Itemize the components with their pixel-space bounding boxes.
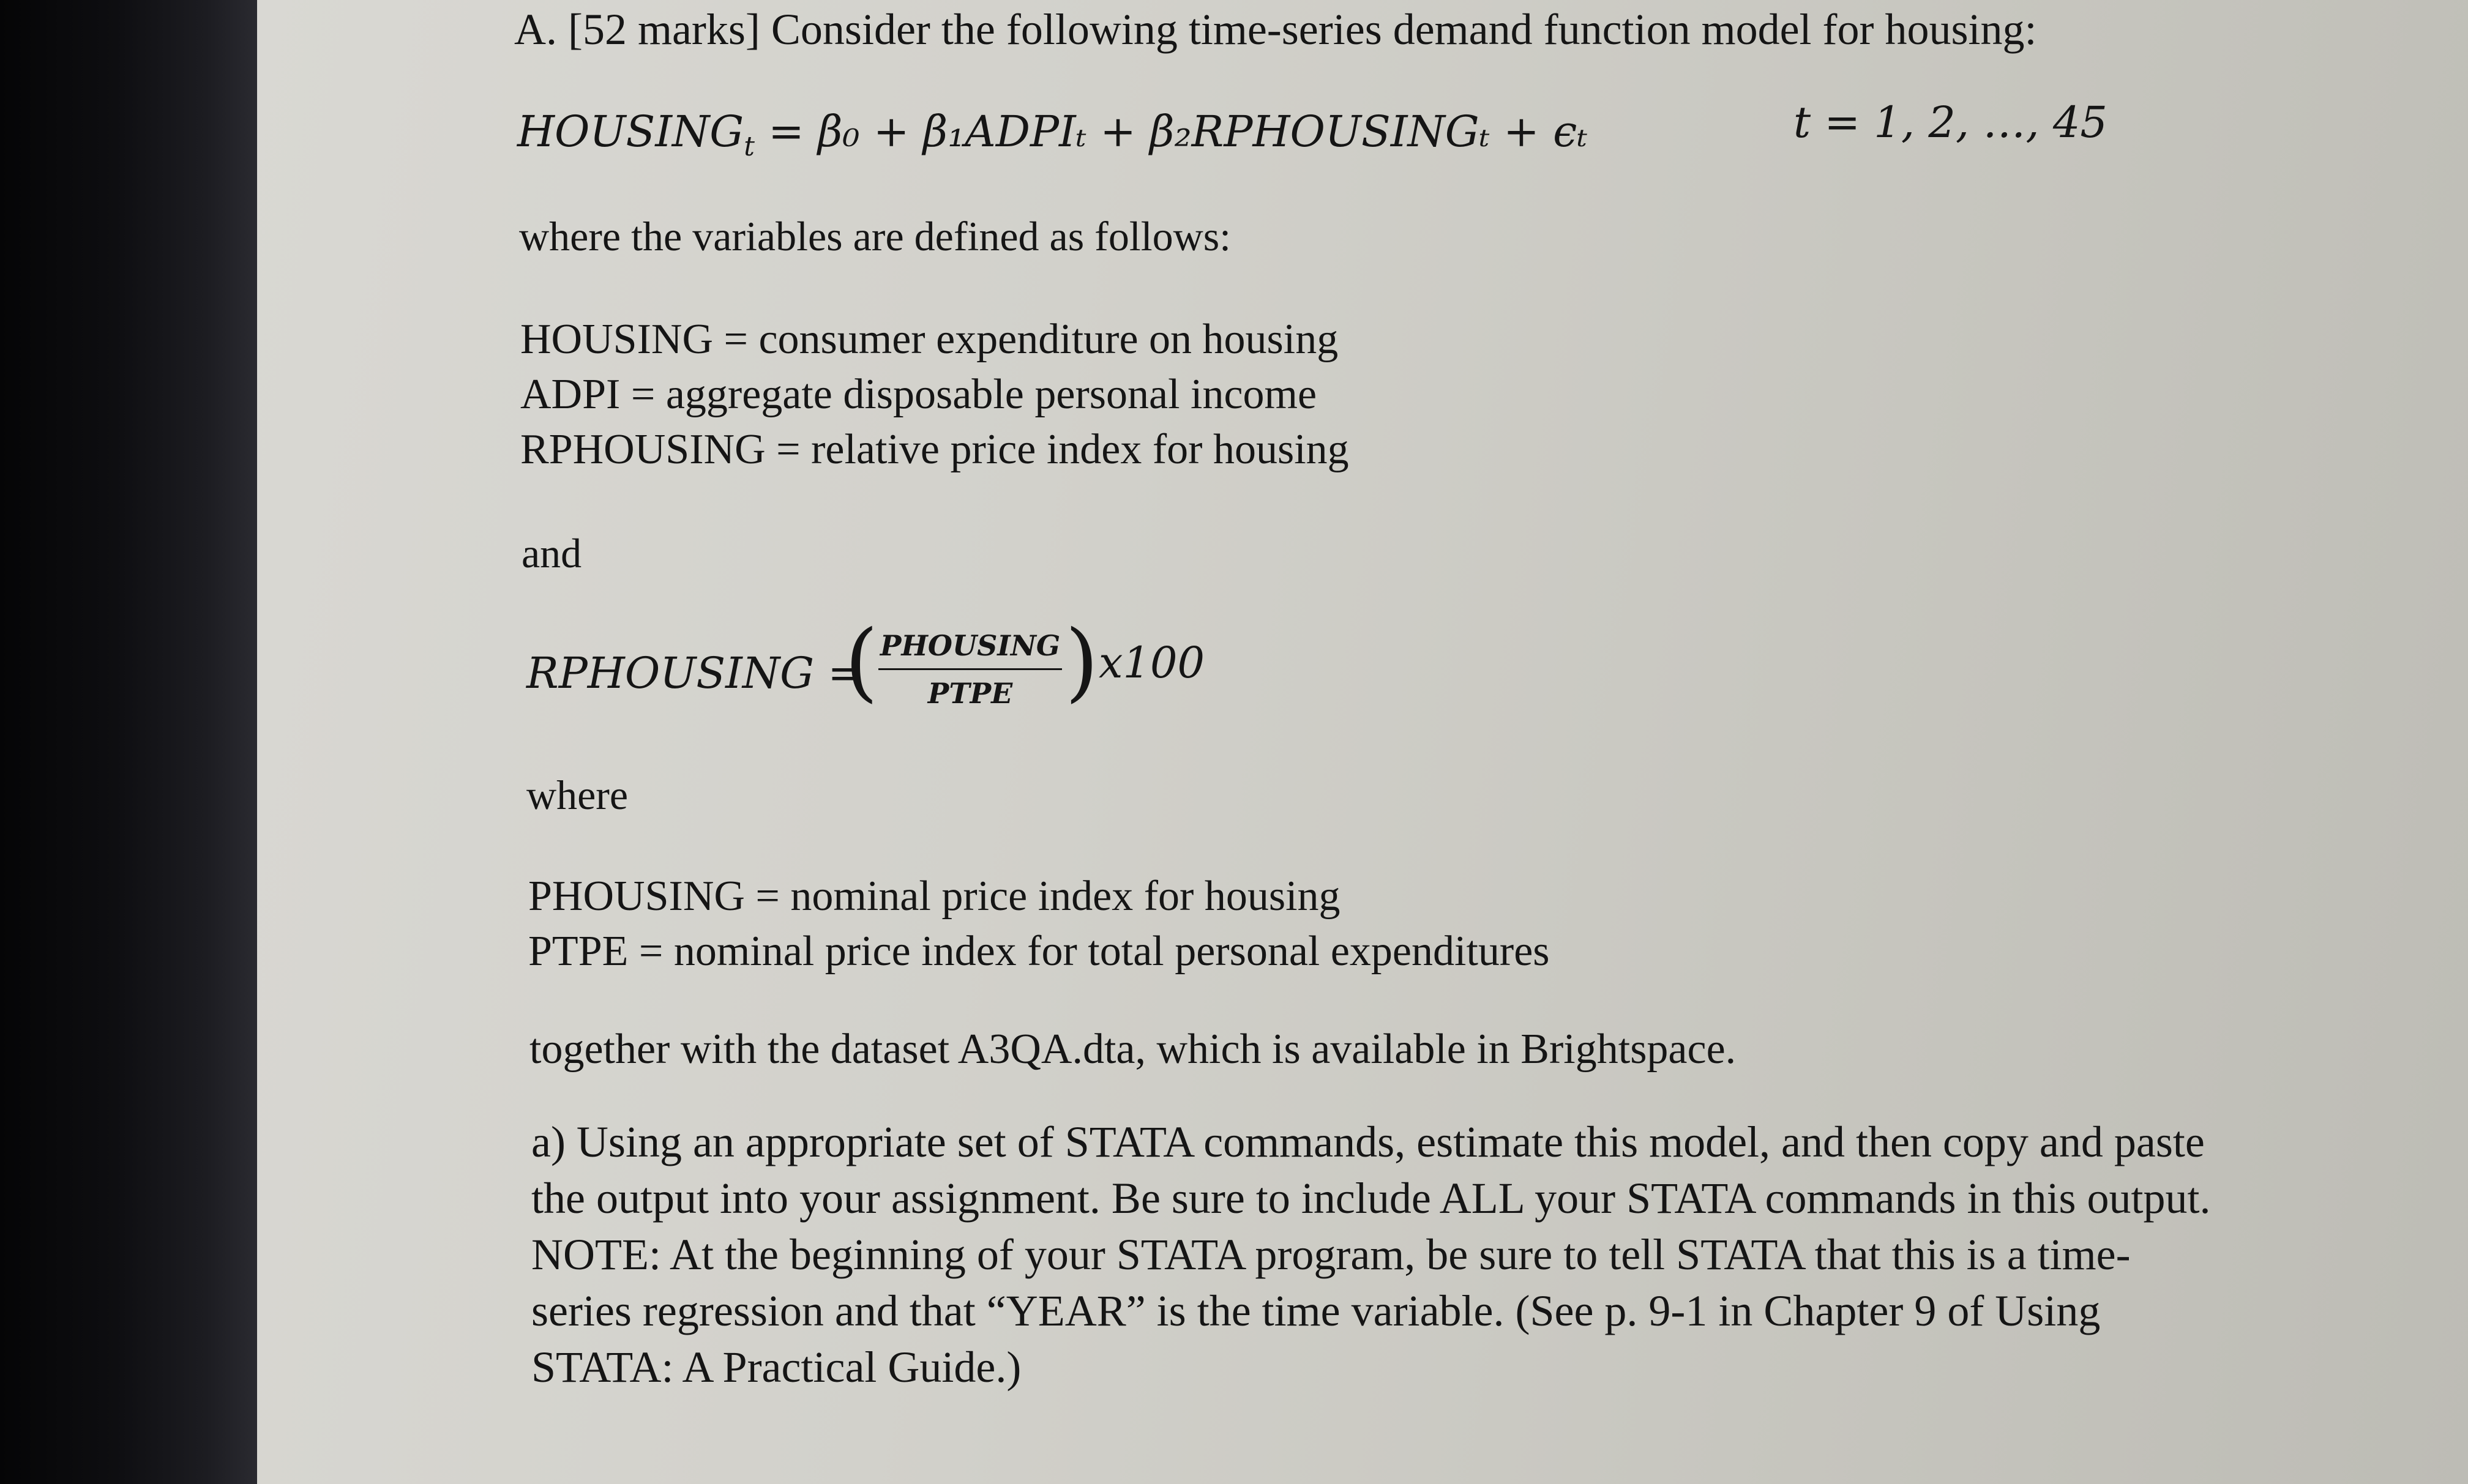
part-a-line-1: a) Using an appropriate set of STATA commands, estimate this model, and then copy and paste: [531, 1117, 2205, 1166]
equation-rhs: = β₀ + β₁ADPIₜ + β₂RPHOUSINGₜ + ϵₜ: [768, 106, 1588, 157]
question-heading: A. [52 marks] Consider the following time-series demand function model for housing:: [514, 5, 2037, 54]
open-paren: (: [845, 612, 878, 712]
fraction-denominator: PTPE: [927, 677, 1013, 710]
monitor-bezel: [0, 0, 257, 1484]
time-range: t = 1, 2, …, 45: [1793, 97, 2107, 147]
definition-housing: HOUSING = consumer expenditure on housing: [520, 316, 1339, 363]
demand-equation: [517, 106, 1588, 162]
definition-ptpe: PTPE = nominal price index for total personal expenditures: [528, 928, 1550, 975]
where-label: where: [526, 772, 629, 818]
part-a-line-2: the output into your assignment. Be sure to include ALL your STATA commands in this output.: [531, 1174, 2211, 1223]
part-a-line-4: series regression and that “YEAR” is the time variable. (See p. 9-1 in Chapter 9 of Using: [531, 1286, 2101, 1335]
dataset-line: together with the dataset A3QA.dta, which is available in Brightspace.: [529, 1026, 1737, 1073]
fraction-numerator: PHOUSING: [880, 629, 1061, 662]
where-intro: where the variables are defined as follows:: [519, 213, 1232, 259]
close-paren: ): [1065, 612, 1099, 712]
definition-rphousing: RPHOUSING = relative price index for housing: [520, 426, 1349, 473]
document-screen: [257, 0, 2468, 1484]
part-a-line-3: NOTE: At the beginning of your STATA program, be sure to tell STATA that this is a time-: [531, 1230, 2131, 1279]
fraction-bar: [878, 668, 1062, 670]
and-label: and: [522, 530, 582, 576]
variable-definitions: [520, 312, 1349, 477]
rphousing-lhs: RPHOUSING =: [526, 648, 864, 698]
definition-phousing: PHOUSING = nominal price index for housing: [528, 873, 1341, 920]
question-sheet: [257, 0, 2468, 1484]
part-a: [531, 1114, 2211, 1395]
fraction-multiplier: x100: [1099, 638, 1205, 688]
price-definitions: [528, 869, 1550, 979]
part-a-line-5: STATA: A Practical Guide.): [531, 1343, 1022, 1392]
definition-adpi: ADPI = aggregate disposable personal income: [520, 371, 1317, 418]
equation-subscript: t: [744, 131, 755, 162]
equation-lhs: HOUSING: [517, 106, 744, 157]
